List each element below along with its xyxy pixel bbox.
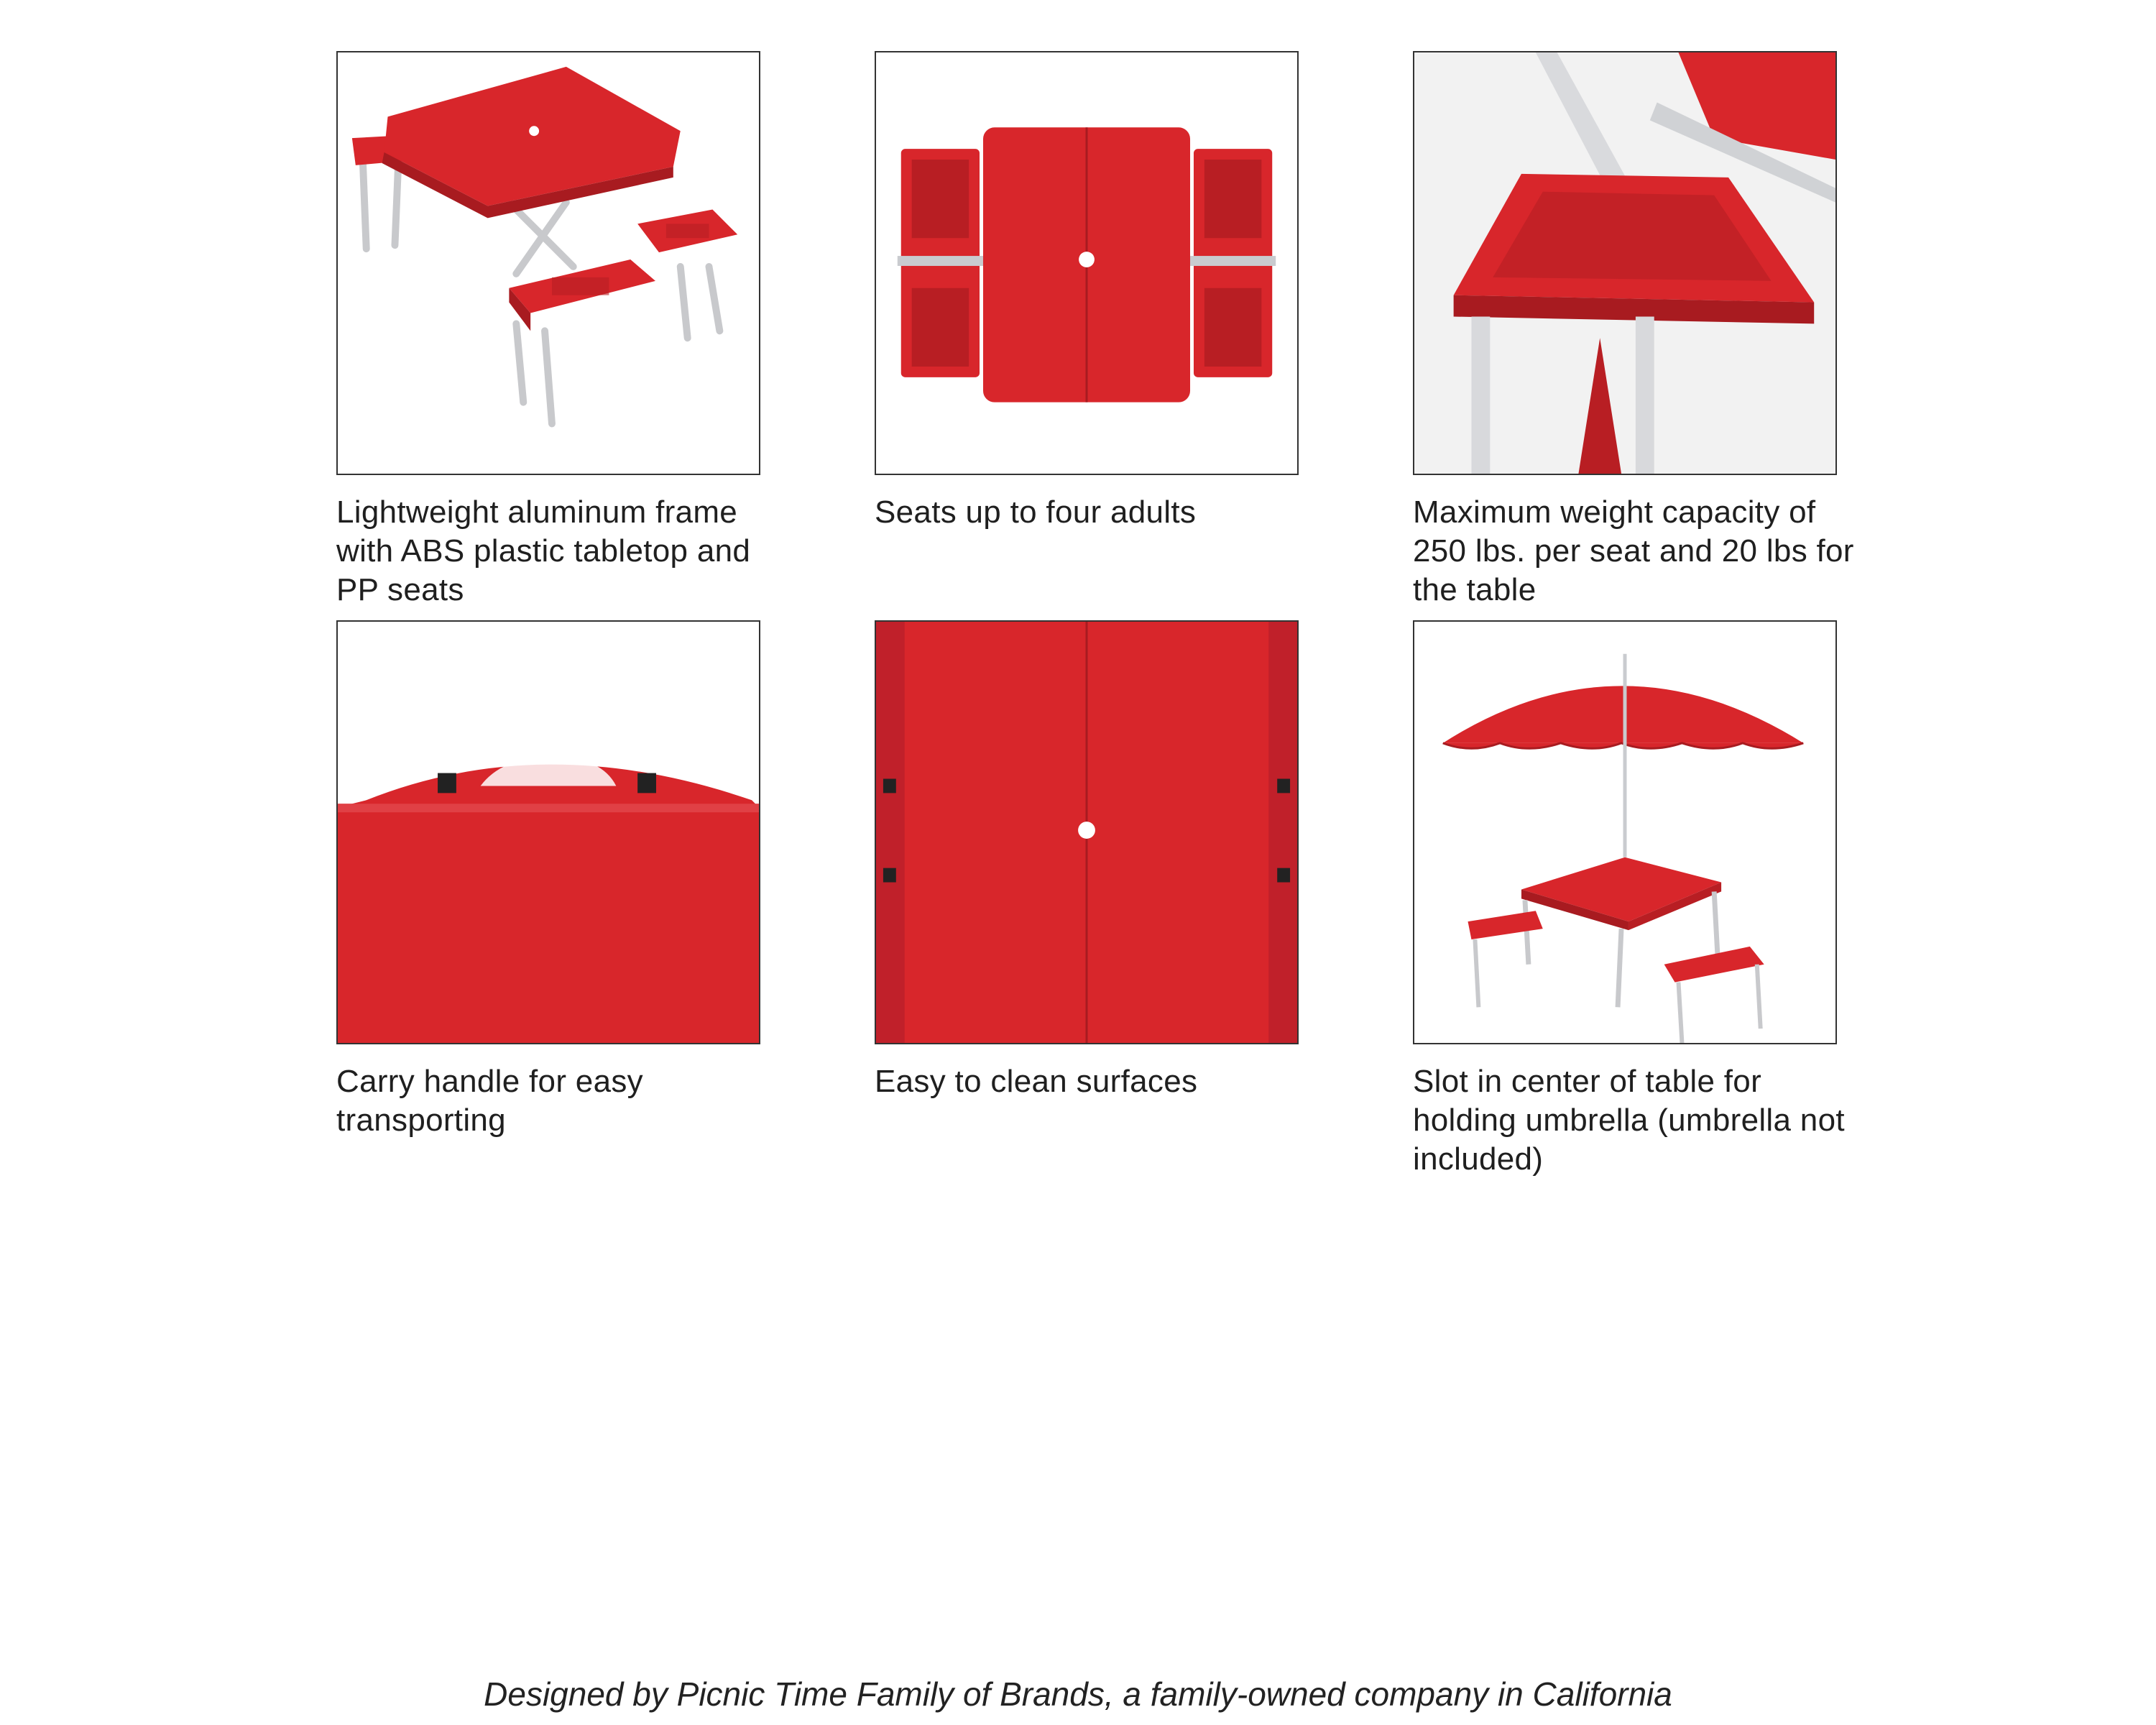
feature-image-frame [336, 51, 760, 475]
feature-image-frame [1413, 620, 1837, 1044]
feature-caption: Maximum weight capacity of 250 lbs. per seat and 20 lbs for the table [1413, 494, 1854, 607]
feature-caption: Seats up to four adults [875, 494, 1197, 530]
table-with-umbrella-image [1414, 622, 1835, 1043]
feature-caption: Slot in center of table for holding umbrella (umbrella not included) [1413, 1064, 1845, 1177]
seat-closeup-image [1414, 52, 1835, 474]
feature-image-frame [1413, 51, 1837, 475]
table-top-view-image [876, 52, 1297, 474]
feature-image-frame [875, 620, 1299, 1044]
feature-image-frame [875, 51, 1299, 475]
feature-image-frame [336, 620, 760, 1044]
carry-handle-closeup-image [338, 622, 759, 1043]
feature-caption: Easy to clean surfaces [875, 1064, 1198, 1099]
feature-caption: Lightweight aluminum frame with ABS plastic tabletop and PP seats [336, 494, 751, 607]
footer-tagline: Designed by Picnic Time Family of Brands, a family-owned company in California [484, 1675, 1672, 1713]
feature-caption: Carry handle for easy transporting [336, 1064, 643, 1138]
table-open-perspective-image [338, 52, 759, 474]
tabletop-surface-closeup-image [876, 622, 1297, 1043]
